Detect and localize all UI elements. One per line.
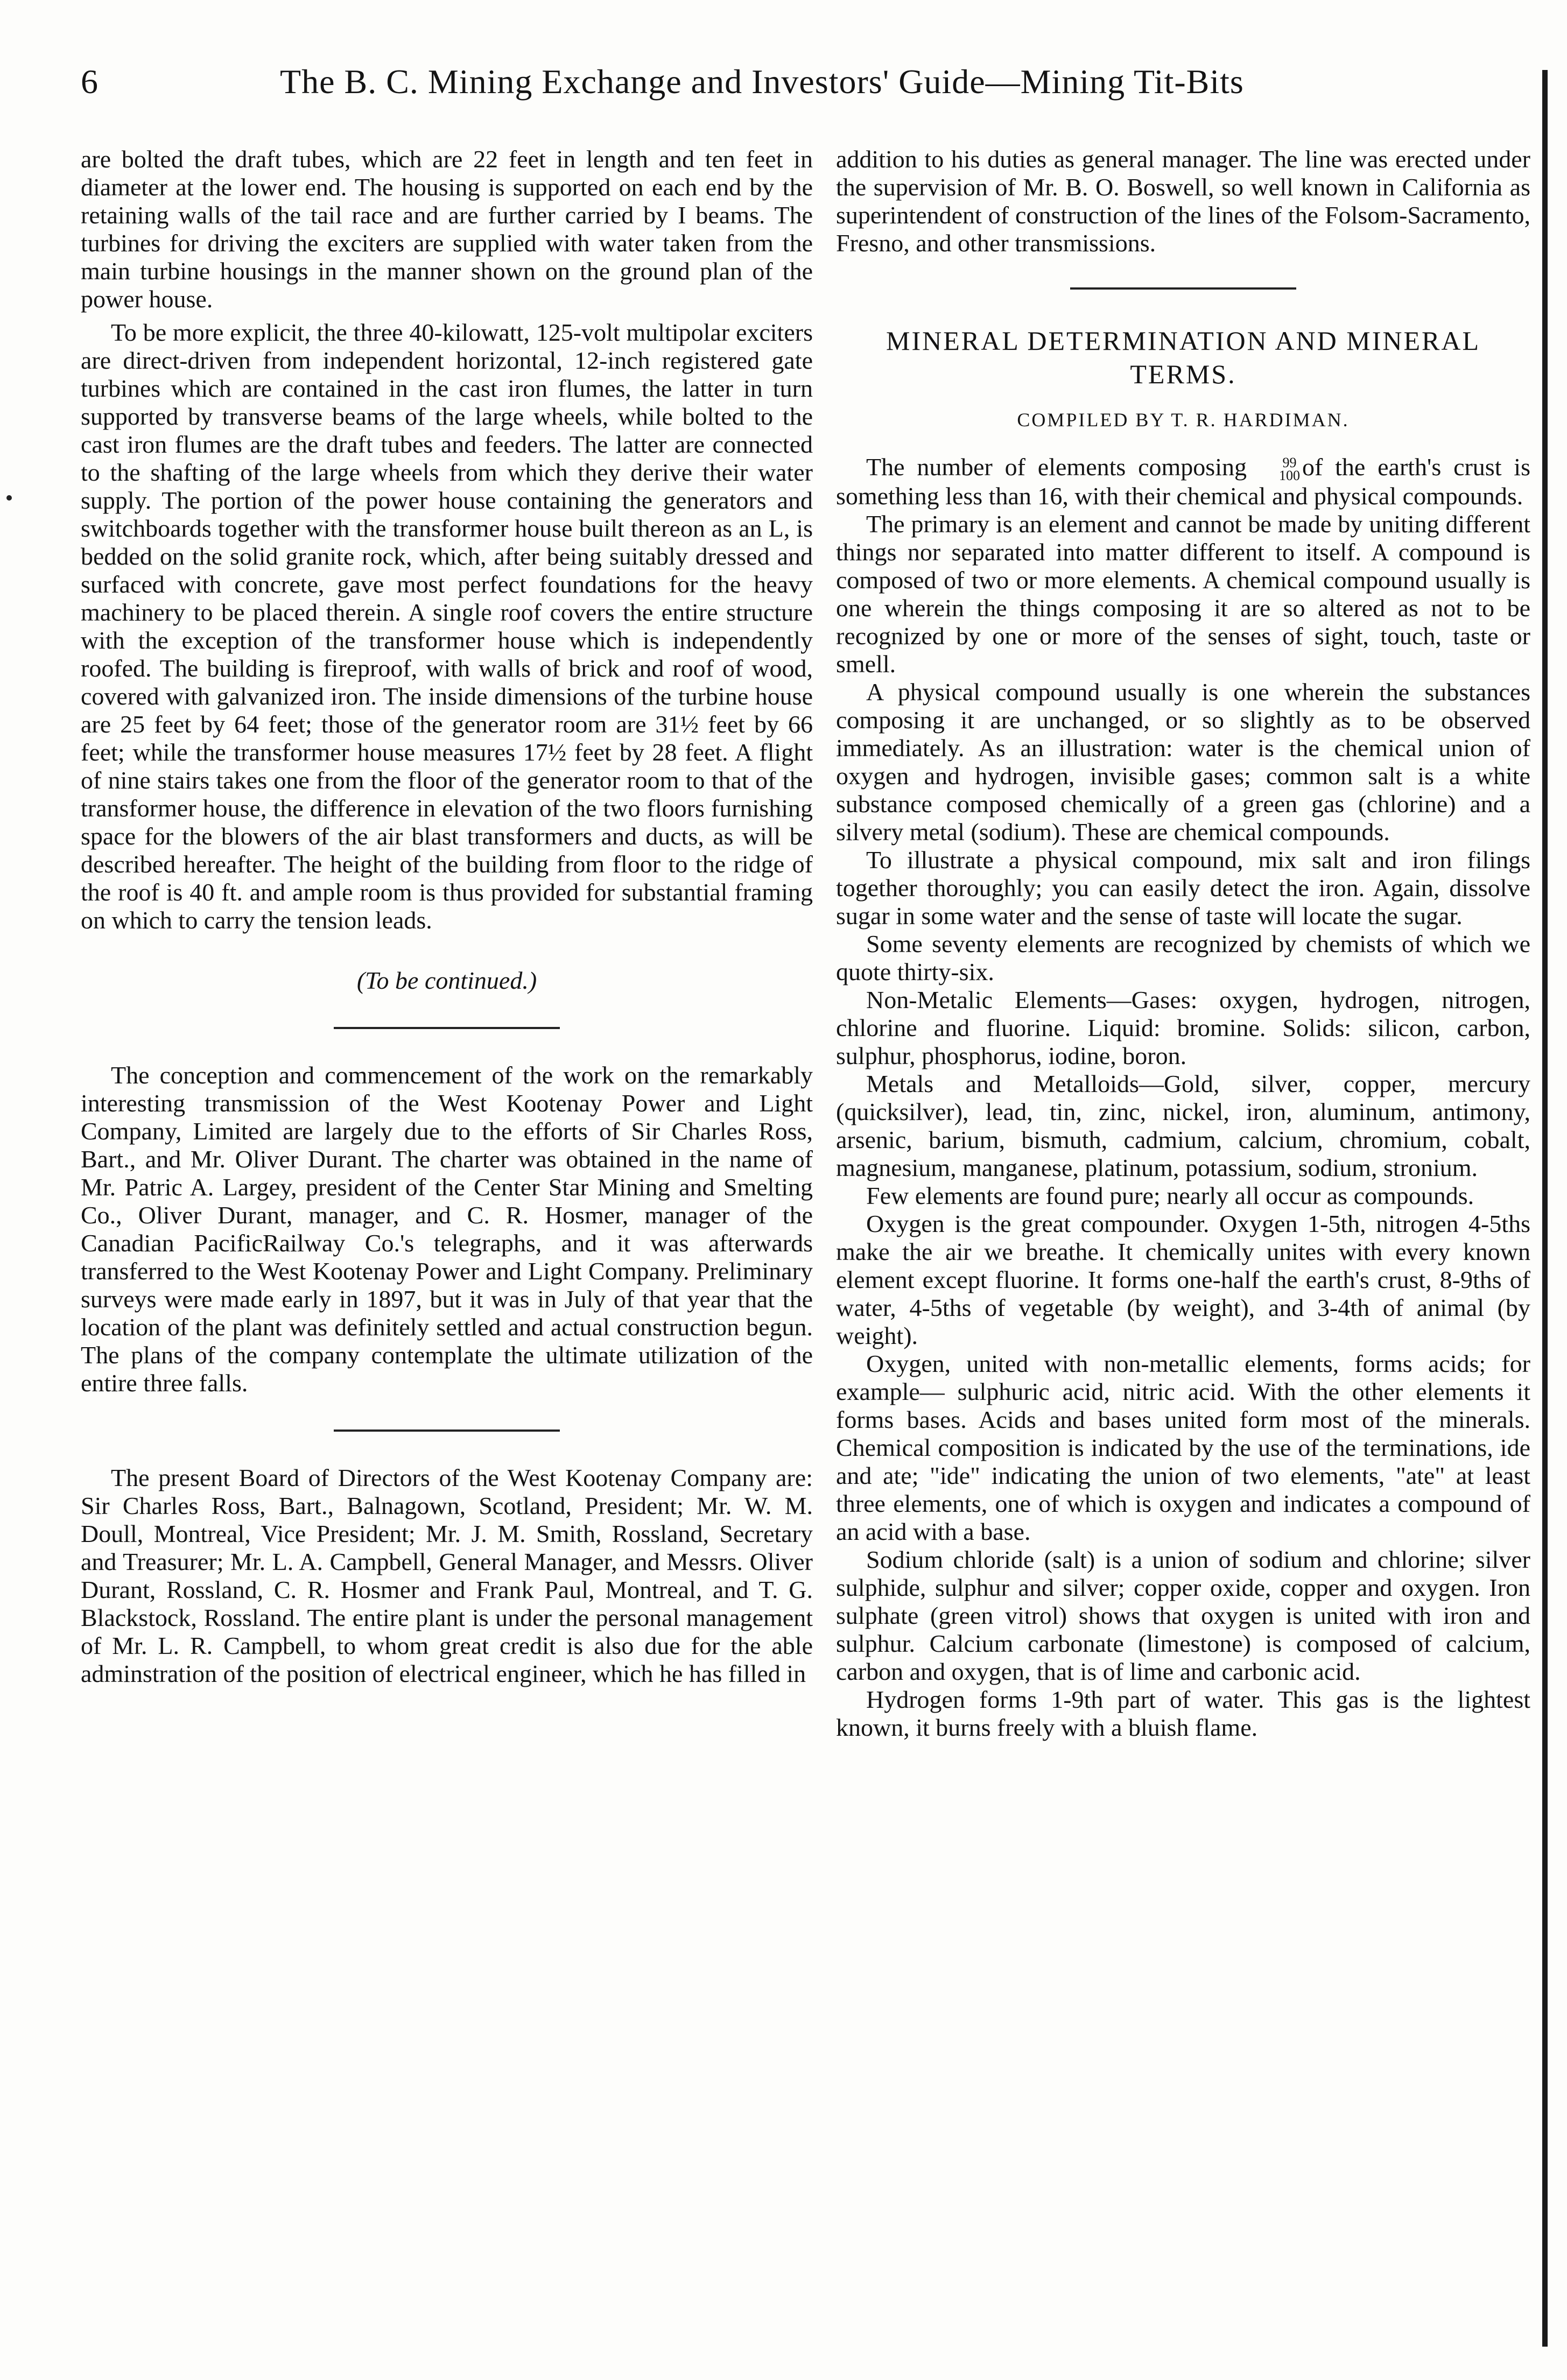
fraction-denominator: 100 [1278,468,1300,484]
right-paragraph-5: To illustrate a physical compound, mix salt and iron filings together thoroughly; you can easily detect the iron. Again, dissolve sugar in some water and the sense of taste will locate the sugar. [836,846,1530,930]
paragraph-text: of the earth's crust is something less than 16, with their chemical and physical compounds. [836,453,1530,510]
running-header: The B. C. Mining Exchange and Investors' Guide—Mining Tit-Bits [280,62,1244,101]
right-paragraph-13: Hydrogen forms 1-9th part of water. This gas is the lightest known, it burns freely with a bluish flame. [836,1686,1530,1742]
margin-mark [6,495,12,501]
left-paragraph-2: To be more explicit, the three 40-kilowatt, 125-volt multipolar exciters are direct-driven from independent horizontal, 12-inch registered gate turbines which are contained in the cast iron flumes, the latter in turn supported by transverse beams of the large wheels, while bolted to the cast iron flumes are the draft tubes and feeders. The latter are connected to the shafting of the large wheels from which they derive their water supply. The portion of the power house containing the generators and switchboards together with the transformer house built thereon as an L, is bedded on the solid granite rock, which, after being suitably dressed and surfaced with concrete, gave most perfect foundations for the heavy machinery to be placed therein. A single roof covers the entire structure with the exception of the transformer house which is independently roofed. The building is fireproof, with walls of brick and roof of wood, covered with galvanized iron. The inside dimensions of the turbine house are 25 feet by 64 feet; those of the generator room are 31½ feet by 66 feet; while the transformer house measures 17½ feet by 28 feet. A flight of nine stairs takes one from the floor of the generator room to that of the transformer house, the difference in elevation of the two floors furnishing space for the blowers of the air blast transformers and ducts, as will be described hereafter. The height of the building from floor to the ridge of the roof is 40 ft. and ample room is thus provided for substantial framing on which to carry the tension leads. [81,319,813,934]
right-paragraph-1: addition to his duties as general manager. The line was erected under the supervision of Mr. B. O. Boswell, so well known in California as superintendent of construction of the lines of the Folsom-Sacramento, Fresno, and other transmissions. [836,145,1530,257]
section-divider [1070,287,1296,290]
right-paragraph-6: Some seventy elements are recognized by chemists of which we quote thirty-six. [836,930,1530,986]
section-divider [334,1027,560,1029]
left-column [81,145,813,1688]
left-paragraph-1: are bolted the draft tubes, which are 22 feet in length and ten feet in diameter at the lower end. The housing is supported on each end by the retaining walls of the tail race and are further carried by I beams. The turbines for driving the exciters are supplied with water taken from the main turbine housings in the manner shown on the ground plan of the power house. [81,145,813,313]
right-paragraph-7: Non-Metalic Elements—Gases: oxygen, hydrogen, nitrogen, chlorine and fluorine. Liquid: bromine. Solids: silicon, carbon, sulphur, phosphorus, iodine, boron. [836,986,1530,1070]
right-paragraph-9: Few elements are found pure; nearly all occur as compounds. [866,1182,1474,1210]
right-paragraph-4: A physical compound usually is one wherein the substances composing it are unchanged, or so slightly as to be observed immediately. As an illustration: water is the chemical union of oxygen and hydrogen, invisible gases; common salt is a white substance composed chemically of a green gas (chlorine) and a silvery metal (sodium). These are chemical compounds. [836,678,1530,846]
article-title: MINERAL DETERMINATION AND MINERAL TERMS. [886,326,1480,389]
right-paragraph-10: Oxygen is the great compounder. Oxygen 1-5th, nitrogen 4-5ths make the air we breathe. It chemically unites with every known element except fluorine. It forms one-half the earth's crust, 8-9ths of water, 4-5ths of vegetable (by weight), and 3-4th of animal (by weight). [836,1210,1530,1350]
section-divider [334,1430,560,1432]
right-column [836,145,1530,1742]
left-paragraph-4: The present Board of Directors of the West Kootenay Company are: Sir Charles Ross, Bart., Balnagown, Scotland, President; Mr. W. M. Doull, Montreal, Vice President; Mr. J. M. Smith, Rossland, Secretary and Treasurer; Mr. L. A. Campbell, General Manager, and Messrs. Oliver Durant, Rossland, C. R. Hosmer and Frank Paul, Montreal, and T. G. Blackstock, Rossland. The entire plant is under the personal management of Mr. L. R. Campbell, to whom great credit is also due for the able adminstration of the position of electrical engineer, which he has filled in [81,1464,813,1687]
article-byline: COMPILED BY T. R. HARDIMAN. [1017,409,1350,431]
right-paragraph-11: Oxygen, united with non-metallic elements, forms acids; for example— sulphuric acid, nitric acid. With the other elements it forms bases. Acids and bases united form most of the minerals. Chemical composition is indicated by the use of the terminations, ide and ate; "ide" indicating the union of two elements, "ate" at least three elements, one of which is oxygen and indicates a compound of an acid with a base. [836,1350,1530,1546]
right-paragraph-3: The primary is an element and cannot be made by uniting different things nor separated into matter different to itself. A compound is composed of two or more elements. A chemical compound usually is one wherein the things composing it are so altered as not to be recognized by one or more of the senses of sight, touch, taste or smell. [836,510,1530,678]
left-paragraph-3: The conception and commencement of the work on the remarkably interesting transmission of the West Kootenay Power and Light Company, Limited are largely due to the efforts of Sir Charles Ross, Bart., and Mr. Oliver Durant. The charter was obtained in the name of Mr. Patric A. Largey, president of the Center Star Mining and Smelting Co., Oliver Durant, manager, and C. R. Hosmer, manager of the Canadian PacificRailway Co.'s telegraphs, and it was afterwards transferred to the West Kootenay Power and Light Company. Preliminary surveys were made early in 1897, but it was in July of that year that the location of the plant was definitely settled and actual construction begun. The plans of the company contemplate the ultimate utilization of the entire three falls. [81,1061,813,1397]
fraction [1249,456,1300,482]
right-paragraph-8: Metals and Metalloids—Gold, silver, copper, mercury (quicksilver), lead, tin, zinc, nickel, iron, aluminum, antimony, arsenic, barium, bismuth, cadmium, calcium, chromium, cobalt, magnesium, manganese, platinum, potassium, sodium, stronium. [836,1070,1530,1182]
right-paragraph-2 [836,453,1530,510]
right-paragraph-12: Sodium chloride (salt) is a union of sodium and chlorine; silver sulphide, sulphur and silver; copper oxide, copper and oxygen. Iron sulphate (green vitrol) shows that oxygen is united with iron and sulphur. Calcium carbonate (limestone) is composed of calcium, carbon and oxygen, that is of lime and carbonic acid. [836,1546,1530,1686]
fraction-numerator: 99 [1282,455,1297,471]
page-number: 6 [81,62,98,101]
page-edge-rule [1542,70,1548,2347]
paragraph-text: The number of elements composing [866,453,1247,481]
to-be-continued: (To be continued.) [356,967,537,994]
